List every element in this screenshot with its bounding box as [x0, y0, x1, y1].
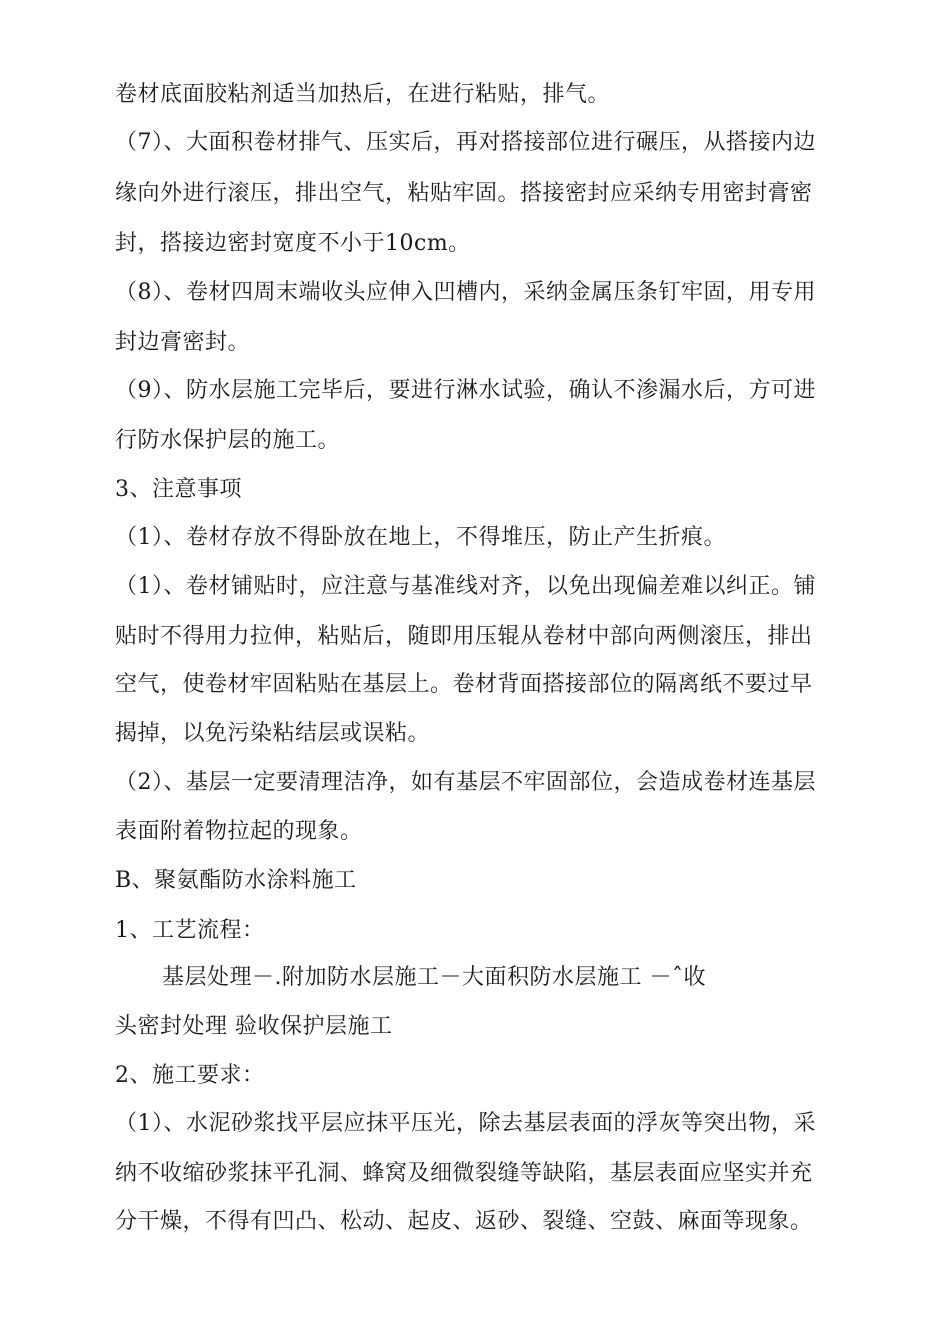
body-text-line: 空气，使卷材牢固粘贴在基层上。卷材背面搭接部位的隔离纸不要过早 [115, 672, 813, 697]
body-text-line: （2）、基层一定要清理洁净，如有基层不牢固部位，会造成卷材连基层 [115, 770, 816, 795]
body-text-line: （1）、卷材铺贴时，应注意与基准线对齐，以免出现偏差难以纠正。铺 [115, 574, 816, 599]
body-text-line: 封，搭接边密封宽度不小于10cm。 [115, 231, 471, 256]
section-heading: 1、工艺流程： [115, 918, 265, 943]
body-text-line: 缘向外进行滚压，排出空气，粘贴牢固。搭接密封应采纳专用密封膏密 [115, 181, 813, 206]
process-flow-line: 基层处理－.附加防水层施工－大面积防水层施工 －ˆ收 [162, 965, 706, 990]
body-text-line: （7）、大面积卷材排气、压实后，再对搭接部位进行碾压，从搭接内边 [115, 130, 816, 155]
body-text-line: 贴时不得用力拉伸，粘贴后，随即用压辊从卷材中部向两侧滚压，排出 [115, 624, 813, 649]
process-flow-line: 头密封处理 验收保护层施工 [115, 1014, 393, 1039]
section-heading: 2、施工要求： [115, 1063, 265, 1088]
body-text-line: 揭掉，以免污染粘结层或误粘。 [115, 721, 431, 746]
body-text-line: （8）、卷材四周末端收头应伸入凹槽内，采纳金属压条钉牢固，用专用 [115, 280, 816, 305]
body-text-line: （1）、卷材存放不得卧放在地上，不得堆压，防止产生折痕。 [115, 525, 726, 550]
body-text-line: （9）、防水层施工完毕后，要进行淋水试验，确认不渗漏水后，方可进 [115, 378, 816, 403]
section-heading: B、聚氨酯防水涂料施工 [115, 868, 357, 893]
body-text-line: （1）、水泥砂浆找平层应抹平压光，除去基层表面的浮灰等突出物，采 [115, 1111, 816, 1136]
section-heading: 3、注意事项 [115, 477, 242, 502]
body-text-line: 表面附着物拉起的现象。 [115, 819, 363, 844]
body-text-line: 纳不收缩砂浆抹平孔洞、蜂窝及细微裂缝等缺陷，基层表面应坚实并充 [115, 1161, 813, 1186]
body-text-line: 卷材底面胶粘剂适当加热后，在进行粘贴，排气。 [115, 82, 611, 107]
body-text-line: 封边膏密封。 [115, 330, 251, 355]
body-text-line: 分干燥，不得有凹凸、松动、起皮、返砂、裂缝、空鼓、麻面等现象。 [115, 1209, 813, 1234]
body-text-line: 行防水保护层的施工。 [115, 428, 341, 453]
